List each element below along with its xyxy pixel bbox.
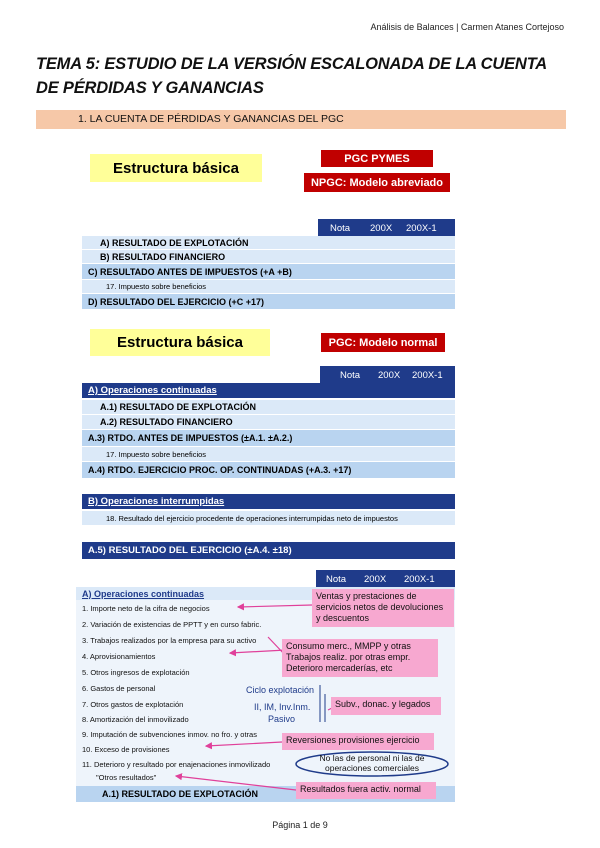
block1-row: C) RESULTADO ANTES DE IMPUESTOS (+A +B) xyxy=(82,264,455,279)
block2-row: A.1) RESULTADO DE EXPLOTACIÓN xyxy=(82,400,455,414)
block2-tag-normal: PGC: Modelo normal xyxy=(321,333,445,352)
col-200x-1: 200X-1 xyxy=(406,223,437,234)
col-200x-1: 200X-1 xyxy=(404,574,435,585)
block1-row: D) RESULTADO DEL EJERCICIO (+C +17) xyxy=(82,294,455,309)
note-ciclo: Ciclo explotación xyxy=(246,685,315,695)
note-consumo: Consumo merc., MMPP y otras Trabajos realiz. por otras empr. Deterioro mercaderías, etc xyxy=(282,639,438,677)
list-item: 5. Otros ingresos de explotación xyxy=(82,668,190,677)
arrow-line xyxy=(230,650,286,653)
col-nota: Nota xyxy=(340,370,361,381)
col-200x: 200X xyxy=(364,574,387,585)
block2-title: Estructura básica xyxy=(90,329,270,356)
page-footer: Página 1 de 9 xyxy=(272,820,328,830)
block2-section-b: B) Operaciones interrumpidas xyxy=(82,494,455,509)
list-item: 10. Exceso de provisiones xyxy=(82,745,170,754)
col-200x: 200X xyxy=(370,223,393,234)
list-item: 2. Variación de existencias de PPTT y en curso fabric. xyxy=(82,620,262,629)
list-item: "Otros resultados" xyxy=(96,773,157,782)
arrow-line xyxy=(176,776,296,790)
note-pasivo: Pasivo xyxy=(268,714,296,724)
block1-row: 17. Impuesto sobre beneficios xyxy=(82,280,455,293)
block2-row: 17. Impuesto sobre beneficios xyxy=(82,447,455,461)
list-item: 4. Aprovisionamientos xyxy=(82,652,156,661)
block2-section-a: A) Operaciones continuadas xyxy=(82,383,455,398)
list-item: 7. Otros gastos de explotación xyxy=(82,700,184,709)
list-item: 8. Amortización del inmovilizado xyxy=(82,715,189,724)
note-inm: II, IM, Inv.Inm. xyxy=(254,702,311,712)
list-item: 1. Importe neto de la cifra de negocios xyxy=(82,604,210,613)
col-200x-1: 200X-1 xyxy=(412,370,443,381)
block2-row-b: 18. Resultado del ejercicio procedente de operaciones interrumpidas neto de impuestos xyxy=(82,511,455,525)
list-item: 9. Imputación de subvenciones inmov. no fro. y otras xyxy=(82,730,257,739)
block3-total: A.1) RESULTADO DE EXPLOTACIÓN xyxy=(76,786,455,802)
col-200x: 200X xyxy=(378,370,401,381)
note-reversiones: Reversiones provisiones ejercicio xyxy=(282,733,434,750)
block2-final: A.5) RESULTADO DEL EJERCICIO (±A.4. ±18) xyxy=(82,542,455,559)
section-heading: 1. LA CUENTA DE PÉRDIDAS Y GANANCIAS DEL PGC xyxy=(36,110,566,129)
note-ventas: Ventas y prestaciones de servicios netos de devoluciones y descuentos xyxy=(312,589,454,627)
note-personal: No las de personal ni las de operaciones comerciales xyxy=(319,753,425,773)
page-title: TEMA 5: ESTUDIO DE LA VERSIÓN ESCALONADA DE LA CUENTA DE PÉRDIDAS Y GANANCIAS xyxy=(36,55,547,97)
list-item: 6. Gastos de personal xyxy=(82,684,156,693)
arrow-line xyxy=(206,742,282,746)
list-item: 3. Trabajos realizados por la empresa para su activo xyxy=(82,636,257,645)
block1-title: Estructura básica xyxy=(90,154,262,182)
col-nota: Nota xyxy=(330,223,351,234)
col-nota: Nota xyxy=(326,574,347,585)
arrow-line xyxy=(238,605,312,607)
block1-row: B) RESULTADO FINANCIERO xyxy=(82,250,455,263)
block2-row: A.4) RTDO. EJERCICIO PROC. OP. CONTINUADAS (+A.3. +17) xyxy=(82,462,455,478)
block1-tag-pymes: PGC PYMES xyxy=(321,150,433,167)
block2-row: A.3) RTDO. ANTES DE IMPUESTOS (±A.1. ±A.2.) xyxy=(82,430,455,446)
block3-section-a: A) Operaciones continuadas xyxy=(76,587,455,600)
block2-row: A.2) RESULTADO FINANCIERO xyxy=(82,415,455,429)
page-header: Análisis de Balances | Carmen Atanes Cortejoso xyxy=(370,22,564,32)
note-subv: Subv., donac. y legados xyxy=(331,697,441,715)
block1-tag-abreviado: NPGC: Modelo abreviado xyxy=(304,173,450,192)
note-fuera: Resultados fuera activ. normal xyxy=(296,782,436,799)
list-item: 11. Deterioro y resultado por enajenaciones inmovilizado xyxy=(82,760,271,769)
block1-row: A) RESULTADO DE EXPLOTACIÓN xyxy=(82,236,455,249)
